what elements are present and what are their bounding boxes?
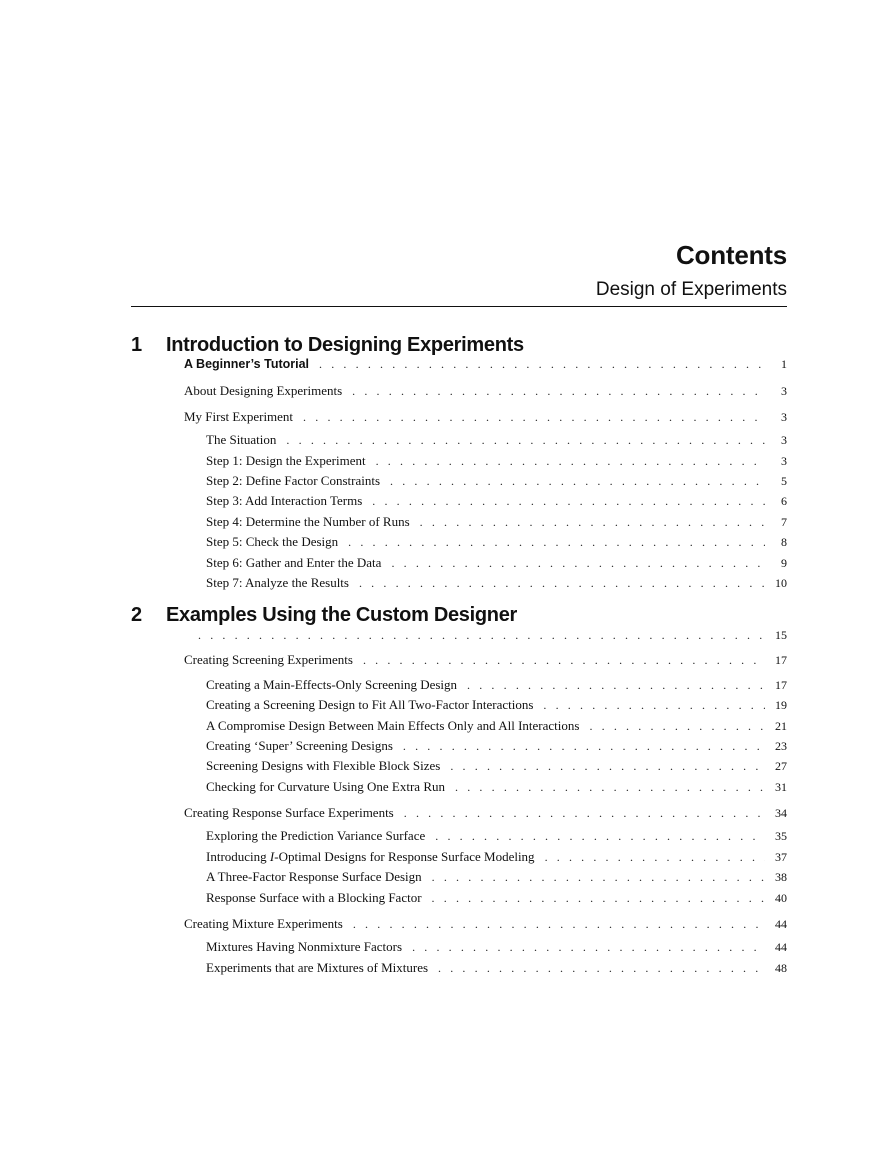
dot-leader xyxy=(432,890,765,906)
label-prefix: Introducing xyxy=(206,849,270,864)
toc-entry-label: Creating Mixture Experiments xyxy=(184,916,343,931)
dot-leader xyxy=(348,534,765,550)
dot-leader xyxy=(450,758,765,774)
toc-entry-label: Creating Response Surface Experiments xyxy=(184,805,394,820)
toc-page-number: 38 xyxy=(775,870,787,884)
toc-entry[interactable] xyxy=(184,805,787,821)
toc-page-number: 15 xyxy=(775,628,787,642)
toc-entry[interactable] xyxy=(206,493,787,509)
chapter-1-number: 1 xyxy=(131,334,143,356)
toc-entry-label: The Situation xyxy=(206,432,277,447)
dot-leader xyxy=(543,697,765,713)
dot-leader xyxy=(455,779,765,795)
dot-leader xyxy=(359,575,765,591)
toc-entry[interactable] xyxy=(206,718,787,734)
toc-page-number: 3 xyxy=(781,454,787,468)
book-subtitle: Design of Experiments xyxy=(595,279,787,300)
dot-leader xyxy=(198,627,765,643)
toc-page-number: 1 xyxy=(781,357,787,371)
toc-entry-label: Creating a Main-Effects-Only Screening Design xyxy=(206,677,458,692)
toc-entry-label: Experiments that are Mixtures of Mixtures xyxy=(206,960,429,975)
toc-entry-label: Creating ‘Super’ Screening Designs xyxy=(206,738,393,753)
toc-entry-label: Mixtures Having Nonmixture Factors xyxy=(206,939,403,954)
toc-page-number: 17 xyxy=(775,678,787,692)
dot-leader xyxy=(435,828,765,844)
toc-entry-label: Exploring the Prediction Variance Surface xyxy=(206,828,426,843)
toc-entry[interactable] xyxy=(206,779,787,795)
toc-entry[interactable] xyxy=(206,890,787,906)
dot-leader xyxy=(319,356,765,372)
toc-entry-label: Checking for Curvature Using One Extra Run xyxy=(206,779,446,794)
label-suffix: -Optimal Designs for Response Surface Modeling xyxy=(274,849,535,864)
toc-entry[interactable] xyxy=(206,677,787,693)
toc-page-number: 48 xyxy=(775,961,787,975)
toc-entry[interactable] xyxy=(184,409,787,425)
toc-entry-label: Step 1: Design the Experiment xyxy=(206,453,366,468)
toc-entry[interactable] xyxy=(206,939,787,955)
toc-page-number: 35 xyxy=(775,829,787,843)
dot-leader xyxy=(420,514,765,530)
toc-page-number: 27 xyxy=(775,759,787,773)
toc-entry-label: My First Experiment xyxy=(184,409,294,424)
toc-entry-label: A Three-Factor Response Surface Design xyxy=(206,869,422,884)
dot-leader xyxy=(589,718,765,734)
toc-page-number: 44 xyxy=(775,917,787,931)
contents-title: Contents xyxy=(675,240,787,270)
toc-entry[interactable] xyxy=(206,534,787,550)
toc-entry[interactable] xyxy=(206,697,787,713)
toc-page-number: 40 xyxy=(775,891,787,905)
dot-leader xyxy=(432,869,765,885)
dot-leader xyxy=(353,916,765,932)
toc-entry[interactable] xyxy=(206,432,787,448)
toc-entry[interactable] xyxy=(206,575,787,591)
toc-entry[interactable] xyxy=(206,514,787,530)
toc-page-number: 10 xyxy=(775,576,787,590)
toc-entry[interactable] xyxy=(206,758,787,774)
toc-entry[interactable] xyxy=(184,356,787,372)
toc-entry-label: Step 3: Add Interaction Terms xyxy=(206,493,363,508)
toc-page-number: 17 xyxy=(775,653,787,667)
toc-page-number: 19 xyxy=(775,698,787,712)
toc-page-number: 3 xyxy=(781,384,787,398)
toc-entry-label: Creating a Screening Design to Fit All Two-Factor Interactions xyxy=(206,697,534,712)
toc-page-number: 8 xyxy=(781,535,787,549)
toc-entry-label xyxy=(206,849,535,865)
dot-leader xyxy=(363,652,765,668)
toc-entry[interactable] xyxy=(206,555,787,571)
toc-page-number: 7 xyxy=(781,515,787,529)
dot-leader xyxy=(390,473,765,489)
toc-entry[interactable] xyxy=(184,652,787,668)
chapter-2-title: Examples Using the Custom Designer xyxy=(166,604,518,626)
dot-leader xyxy=(286,432,765,448)
dot-leader xyxy=(303,409,765,425)
toc-entry[interactable] xyxy=(206,849,787,865)
toc-entry[interactable] xyxy=(184,916,787,932)
toc-entry-label: Response Surface with a Blocking Factor xyxy=(206,890,422,905)
toc-entry-label: Step 2: Define Factor Constraints xyxy=(206,473,381,488)
dot-leader xyxy=(391,555,765,571)
toc-page-number: 9 xyxy=(781,556,787,570)
toc-page-number: 21 xyxy=(775,719,787,733)
toc-page-number: 3 xyxy=(781,433,787,447)
toc-page-number: 6 xyxy=(781,494,787,508)
dot-leader xyxy=(438,960,765,976)
header-rule xyxy=(131,306,787,307)
label-emphasis: I xyxy=(269,849,275,864)
toc-entry-label: Step 6: Gather and Enter the Data xyxy=(206,555,382,570)
toc-page-number: 37 xyxy=(775,850,787,864)
toc-entry[interactable] xyxy=(206,828,787,844)
dot-leader xyxy=(352,383,765,399)
chapter-2-number: 2 xyxy=(131,604,143,626)
toc-entry[interactable] xyxy=(206,960,787,976)
toc-page-number: 31 xyxy=(775,780,787,794)
toc-page-number: 3 xyxy=(781,410,787,424)
toc-entry-label: Screening Designs with Flexible Block Sizes xyxy=(206,758,441,773)
chapter-1-title: Introduction to Designing Experiments xyxy=(166,334,524,356)
dot-leader xyxy=(372,493,765,509)
toc-page-number: 34 xyxy=(775,806,787,820)
toc-page-number: 44 xyxy=(775,940,787,954)
toc-entry-label: A Beginner’s Tutorial xyxy=(184,357,310,371)
toc-entry[interactable] xyxy=(206,473,787,489)
dot-leader xyxy=(404,805,765,821)
toc-entry-label: About Designing Experiments xyxy=(184,383,343,398)
toc-entry[interactable] xyxy=(184,383,787,399)
toc-entry-label: Step 7: Analyze the Results xyxy=(206,575,349,590)
dot-leader xyxy=(376,453,765,469)
toc-entry-label: A Compromise Design Between Main Effects Only and All Interactions xyxy=(206,718,580,733)
toc-entry[interactable] xyxy=(206,453,787,469)
dot-leader xyxy=(412,939,765,955)
toc-entry[interactable] xyxy=(206,738,787,754)
toc-entry[interactable] xyxy=(206,869,787,885)
toc-page-number: 23 xyxy=(775,739,787,753)
toc-page-number: 5 xyxy=(781,474,787,488)
toc-entry-label: Step 5: Check the Design xyxy=(206,534,339,549)
toc-entry-label: Step 4: Determine the Number of Runs xyxy=(206,514,410,529)
dot-leader xyxy=(545,849,765,865)
dot-leader xyxy=(403,738,765,754)
toc-entry[interactable] xyxy=(198,627,787,643)
toc-entry-label: Creating Screening Experiments xyxy=(184,652,353,667)
dot-leader xyxy=(467,677,765,693)
